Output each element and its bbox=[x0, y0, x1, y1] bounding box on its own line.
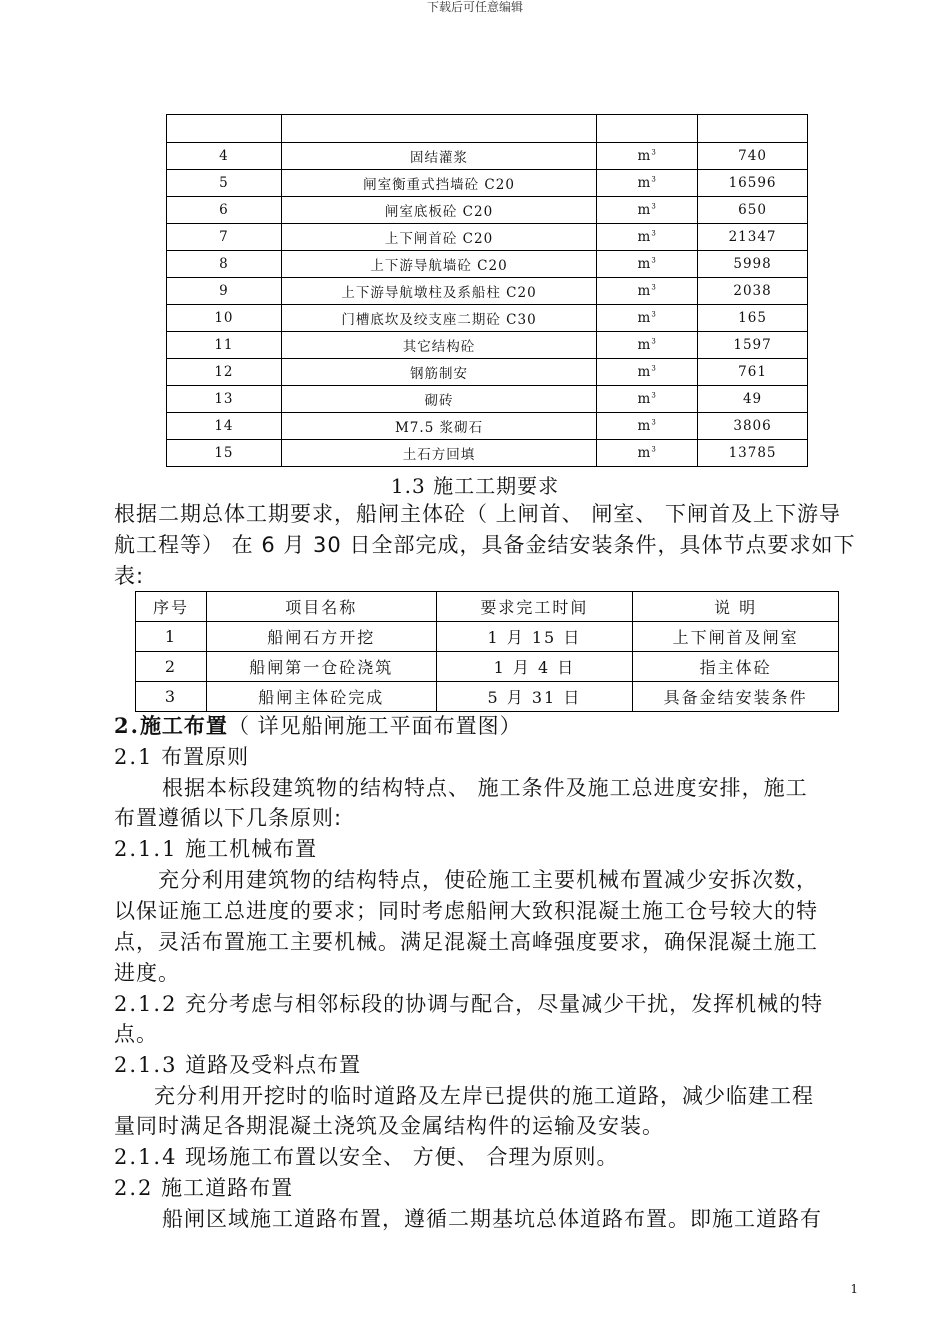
unit-superscript: 3 bbox=[651, 391, 657, 400]
section-text: 现场施工布置以安全、 方便、 合理为原则。 bbox=[185, 1145, 619, 1169]
table-cell: 2 bbox=[136, 652, 207, 682]
unit-cell bbox=[597, 332, 698, 359]
unit-cell bbox=[597, 413, 698, 440]
section-2-1-4 bbox=[114, 1141, 618, 1171]
table-cell: 1 月 15 日 bbox=[436, 622, 633, 652]
paragraph-line: 点，灵活布置施工主要机械。满足混凝土高峰强度要求，确保混凝土施工 bbox=[114, 930, 818, 954]
paragraph-line: 量同时满足各期混凝土浇筑及金属结构件的运输及安装。 bbox=[114, 1114, 664, 1138]
table-cell: 1 bbox=[136, 622, 207, 652]
table-cell: 5 月 31 日 bbox=[436, 682, 633, 712]
unit-superscript: 3 bbox=[651, 202, 657, 211]
column-header: 要求完工时间 bbox=[436, 592, 633, 622]
table-cell: 1 月 4 日 bbox=[436, 652, 633, 682]
item-name-cell: 闸室底板砼 C20 bbox=[281, 197, 596, 224]
table-row bbox=[167, 386, 808, 413]
unit-superscript: 3 bbox=[651, 229, 657, 238]
column-header: 说 明 bbox=[633, 592, 839, 622]
unit-cell bbox=[597, 170, 698, 197]
table-cell: 3 bbox=[136, 682, 207, 712]
column-header: 项目名称 bbox=[206, 592, 436, 622]
unit-text: m bbox=[637, 148, 652, 164]
unit-cell bbox=[597, 305, 698, 332]
table-cell: 船闸主体砼完成 bbox=[206, 682, 436, 712]
table-cell: 船闸石方开挖 bbox=[206, 622, 436, 652]
unit-text: m bbox=[637, 337, 652, 353]
table-row bbox=[167, 440, 808, 467]
row-number-cell: 8 bbox=[167, 251, 282, 278]
unit-cell bbox=[597, 278, 698, 305]
table-row bbox=[167, 359, 808, 386]
unit-cell bbox=[597, 386, 698, 413]
table-row bbox=[167, 170, 808, 197]
unit-superscript: 3 bbox=[651, 418, 657, 427]
header-note: 下载后可任意编辑 bbox=[426, 0, 523, 14]
item-name-cell: 砌砖 bbox=[281, 386, 596, 413]
table-cell: 上下闸首及闸室 bbox=[633, 622, 839, 652]
quantity-cell: 13785 bbox=[698, 440, 808, 467]
section-number: 2.1 bbox=[114, 745, 154, 769]
section-number: 2.1.4 bbox=[114, 1145, 178, 1169]
table-cell: 船闸第一仓砼浇筑 bbox=[206, 652, 436, 682]
unit-text: m bbox=[637, 283, 652, 299]
section-number: 2.1.2 bbox=[114, 992, 178, 1016]
row-number-cell: 12 bbox=[167, 359, 282, 386]
quantity-cell: 740 bbox=[698, 143, 808, 170]
item-name-cell: 上下游导航墙砼 C20 bbox=[281, 251, 596, 278]
table-row bbox=[136, 652, 839, 682]
unit-text: m bbox=[637, 175, 652, 191]
unit-text: m bbox=[637, 310, 652, 326]
row-number-cell: 13 bbox=[167, 386, 282, 413]
unit-superscript: 3 bbox=[651, 364, 657, 373]
paragraph-line: 充分利用建筑物的结构特点，使砼施工主要机械布置减少安拆次数， bbox=[158, 868, 818, 892]
paragraph-line: 进度。 bbox=[114, 961, 180, 985]
unit-cell bbox=[597, 251, 698, 278]
section-2-heading bbox=[114, 710, 522, 740]
unit-cell bbox=[597, 440, 698, 467]
item-name-cell: 土石方回填 bbox=[281, 440, 596, 467]
quantity-cell: 49 bbox=[698, 386, 808, 413]
paragraph-line: 以保证施工总进度的要求；同时考虑船闸大致积混凝土施工仓号较大的特 bbox=[114, 899, 818, 923]
section-number: 2.2 bbox=[114, 1176, 154, 1200]
unit-superscript: 3 bbox=[651, 148, 657, 157]
section-2-1-heading bbox=[114, 741, 249, 771]
unit-superscript: 3 bbox=[651, 256, 657, 265]
row-number-cell: 4 bbox=[167, 143, 282, 170]
table-row bbox=[167, 332, 808, 359]
table-row bbox=[167, 143, 808, 170]
paragraph-line: 点。 bbox=[114, 1022, 158, 1046]
table-row bbox=[167, 413, 808, 440]
quantity-cell: 3806 bbox=[698, 413, 808, 440]
quantity-cell: 761 bbox=[698, 359, 808, 386]
item-name-cell: 门槽底坎及绞支座二期砼 C30 bbox=[281, 305, 596, 332]
paragraph-line: 充分利用开挖时的临时道路及左岸已提供的施工道路，减少临建工程 bbox=[154, 1084, 814, 1108]
unit-superscript: 3 bbox=[651, 283, 657, 292]
row-number-cell: 5 bbox=[167, 170, 282, 197]
item-name-cell: 上下游导航墩柱及系船柱 C20 bbox=[281, 278, 596, 305]
paragraph-line: 船闸区域施工道路布置，遵循二期基坑总体道路布置。即施工道路有 bbox=[162, 1207, 822, 1231]
row-number-cell: 9 bbox=[167, 278, 282, 305]
quantity-cell: 16596 bbox=[698, 170, 808, 197]
table-row bbox=[136, 622, 839, 652]
row-number-cell: 7 bbox=[167, 224, 282, 251]
table-row bbox=[167, 224, 808, 251]
quantity-cell: 1597 bbox=[698, 332, 808, 359]
row-number-cell: 15 bbox=[167, 440, 282, 467]
column-header: 序号 bbox=[136, 592, 207, 622]
item-name-cell: 钢筋制安 bbox=[281, 359, 596, 386]
table-cell: 具备金结安装条件 bbox=[633, 682, 839, 712]
table-row bbox=[136, 682, 839, 712]
item-name-cell: 其它结构砼 bbox=[281, 332, 596, 359]
quantity-cell: 650 bbox=[698, 197, 808, 224]
section-2-1-1-heading bbox=[114, 833, 317, 863]
unit-superscript: 3 bbox=[651, 310, 657, 319]
unit-cell bbox=[597, 359, 698, 386]
quantity-cell: 5998 bbox=[698, 251, 808, 278]
section-number: 2.1.3 bbox=[114, 1053, 178, 1077]
table-row bbox=[167, 115, 808, 143]
quantity-cell: 2038 bbox=[698, 278, 808, 305]
page-number: 1 bbox=[850, 1282, 858, 1296]
unit-cell bbox=[597, 143, 698, 170]
section-2-1-3-heading bbox=[114, 1049, 361, 1079]
section-title: 施工布置 bbox=[139, 714, 228, 738]
unit-cell bbox=[597, 197, 698, 224]
table-header-row bbox=[136, 592, 839, 622]
table-row bbox=[167, 251, 808, 278]
quantity-table bbox=[166, 114, 808, 467]
section-1-3-paragraph: 根据二期总体工期要求，船闸主体砼（ 上闸首、 闸室、 下闸首及上下游导航工程等） 在 6 月 30 日全部完成，具备金结安装条件，具体节点要求如下表: bbox=[114, 502, 856, 588]
table-row bbox=[167, 197, 808, 224]
section-number: 2.1.1 bbox=[114, 837, 178, 861]
row-number-cell: 14 bbox=[167, 413, 282, 440]
unit-text: m bbox=[637, 418, 652, 434]
unit-text: m bbox=[637, 391, 652, 407]
quantity-cell: 21347 bbox=[698, 224, 808, 251]
row-number-cell: 11 bbox=[167, 332, 282, 359]
row-number-cell: 10 bbox=[167, 305, 282, 332]
table-cell: 指主体砼 bbox=[633, 652, 839, 682]
unit-text: m bbox=[637, 364, 652, 380]
section-2-1-2 bbox=[114, 988, 823, 1018]
section-title: 布置原则 bbox=[161, 745, 250, 769]
table-row bbox=[167, 278, 808, 305]
unit-superscript: 3 bbox=[651, 445, 657, 454]
unit-superscript: 3 bbox=[651, 337, 657, 346]
item-name-cell: 闸室衡重式挡墙砼 C20 bbox=[281, 170, 596, 197]
unit-superscript: 3 bbox=[651, 175, 657, 184]
section-heading-1-3: 1.3 施工工期要求 bbox=[390, 474, 560, 498]
item-name-cell: 固结灌浆 bbox=[281, 143, 596, 170]
section-title-suffix: （ 详见船闸施工平面布置图） bbox=[227, 714, 522, 738]
section-title: 施工道路布置 bbox=[161, 1176, 294, 1200]
table-row bbox=[167, 305, 808, 332]
schedule-table bbox=[135, 591, 839, 712]
section-text: 充分考虑与相邻标段的协调与配合，尽量减少干扰，发挥机械的特 bbox=[185, 992, 824, 1016]
item-name-cell: M7.5 浆砌石 bbox=[281, 413, 596, 440]
paragraph-line: 根据本标段建筑物的结构特点、 施工条件及施工总进度安排，施工 bbox=[162, 776, 808, 800]
unit-text: m bbox=[637, 229, 652, 245]
unit-cell bbox=[597, 224, 698, 251]
unit-text: m bbox=[637, 256, 652, 272]
section-number: 2. bbox=[114, 713, 140, 738]
unit-text: m bbox=[637, 445, 652, 461]
section-title: 道路及受料点布置 bbox=[185, 1053, 362, 1077]
section-title: 施工机械布置 bbox=[185, 837, 318, 861]
item-name-cell: 上下闸首砼 C20 bbox=[281, 224, 596, 251]
quantity-cell: 165 bbox=[698, 305, 808, 332]
section-2-2-heading bbox=[114, 1172, 293, 1202]
row-number-cell: 6 bbox=[167, 197, 282, 224]
unit-text: m bbox=[637, 202, 652, 218]
paragraph-line: 布置遵循以下几条原则: bbox=[114, 806, 343, 830]
